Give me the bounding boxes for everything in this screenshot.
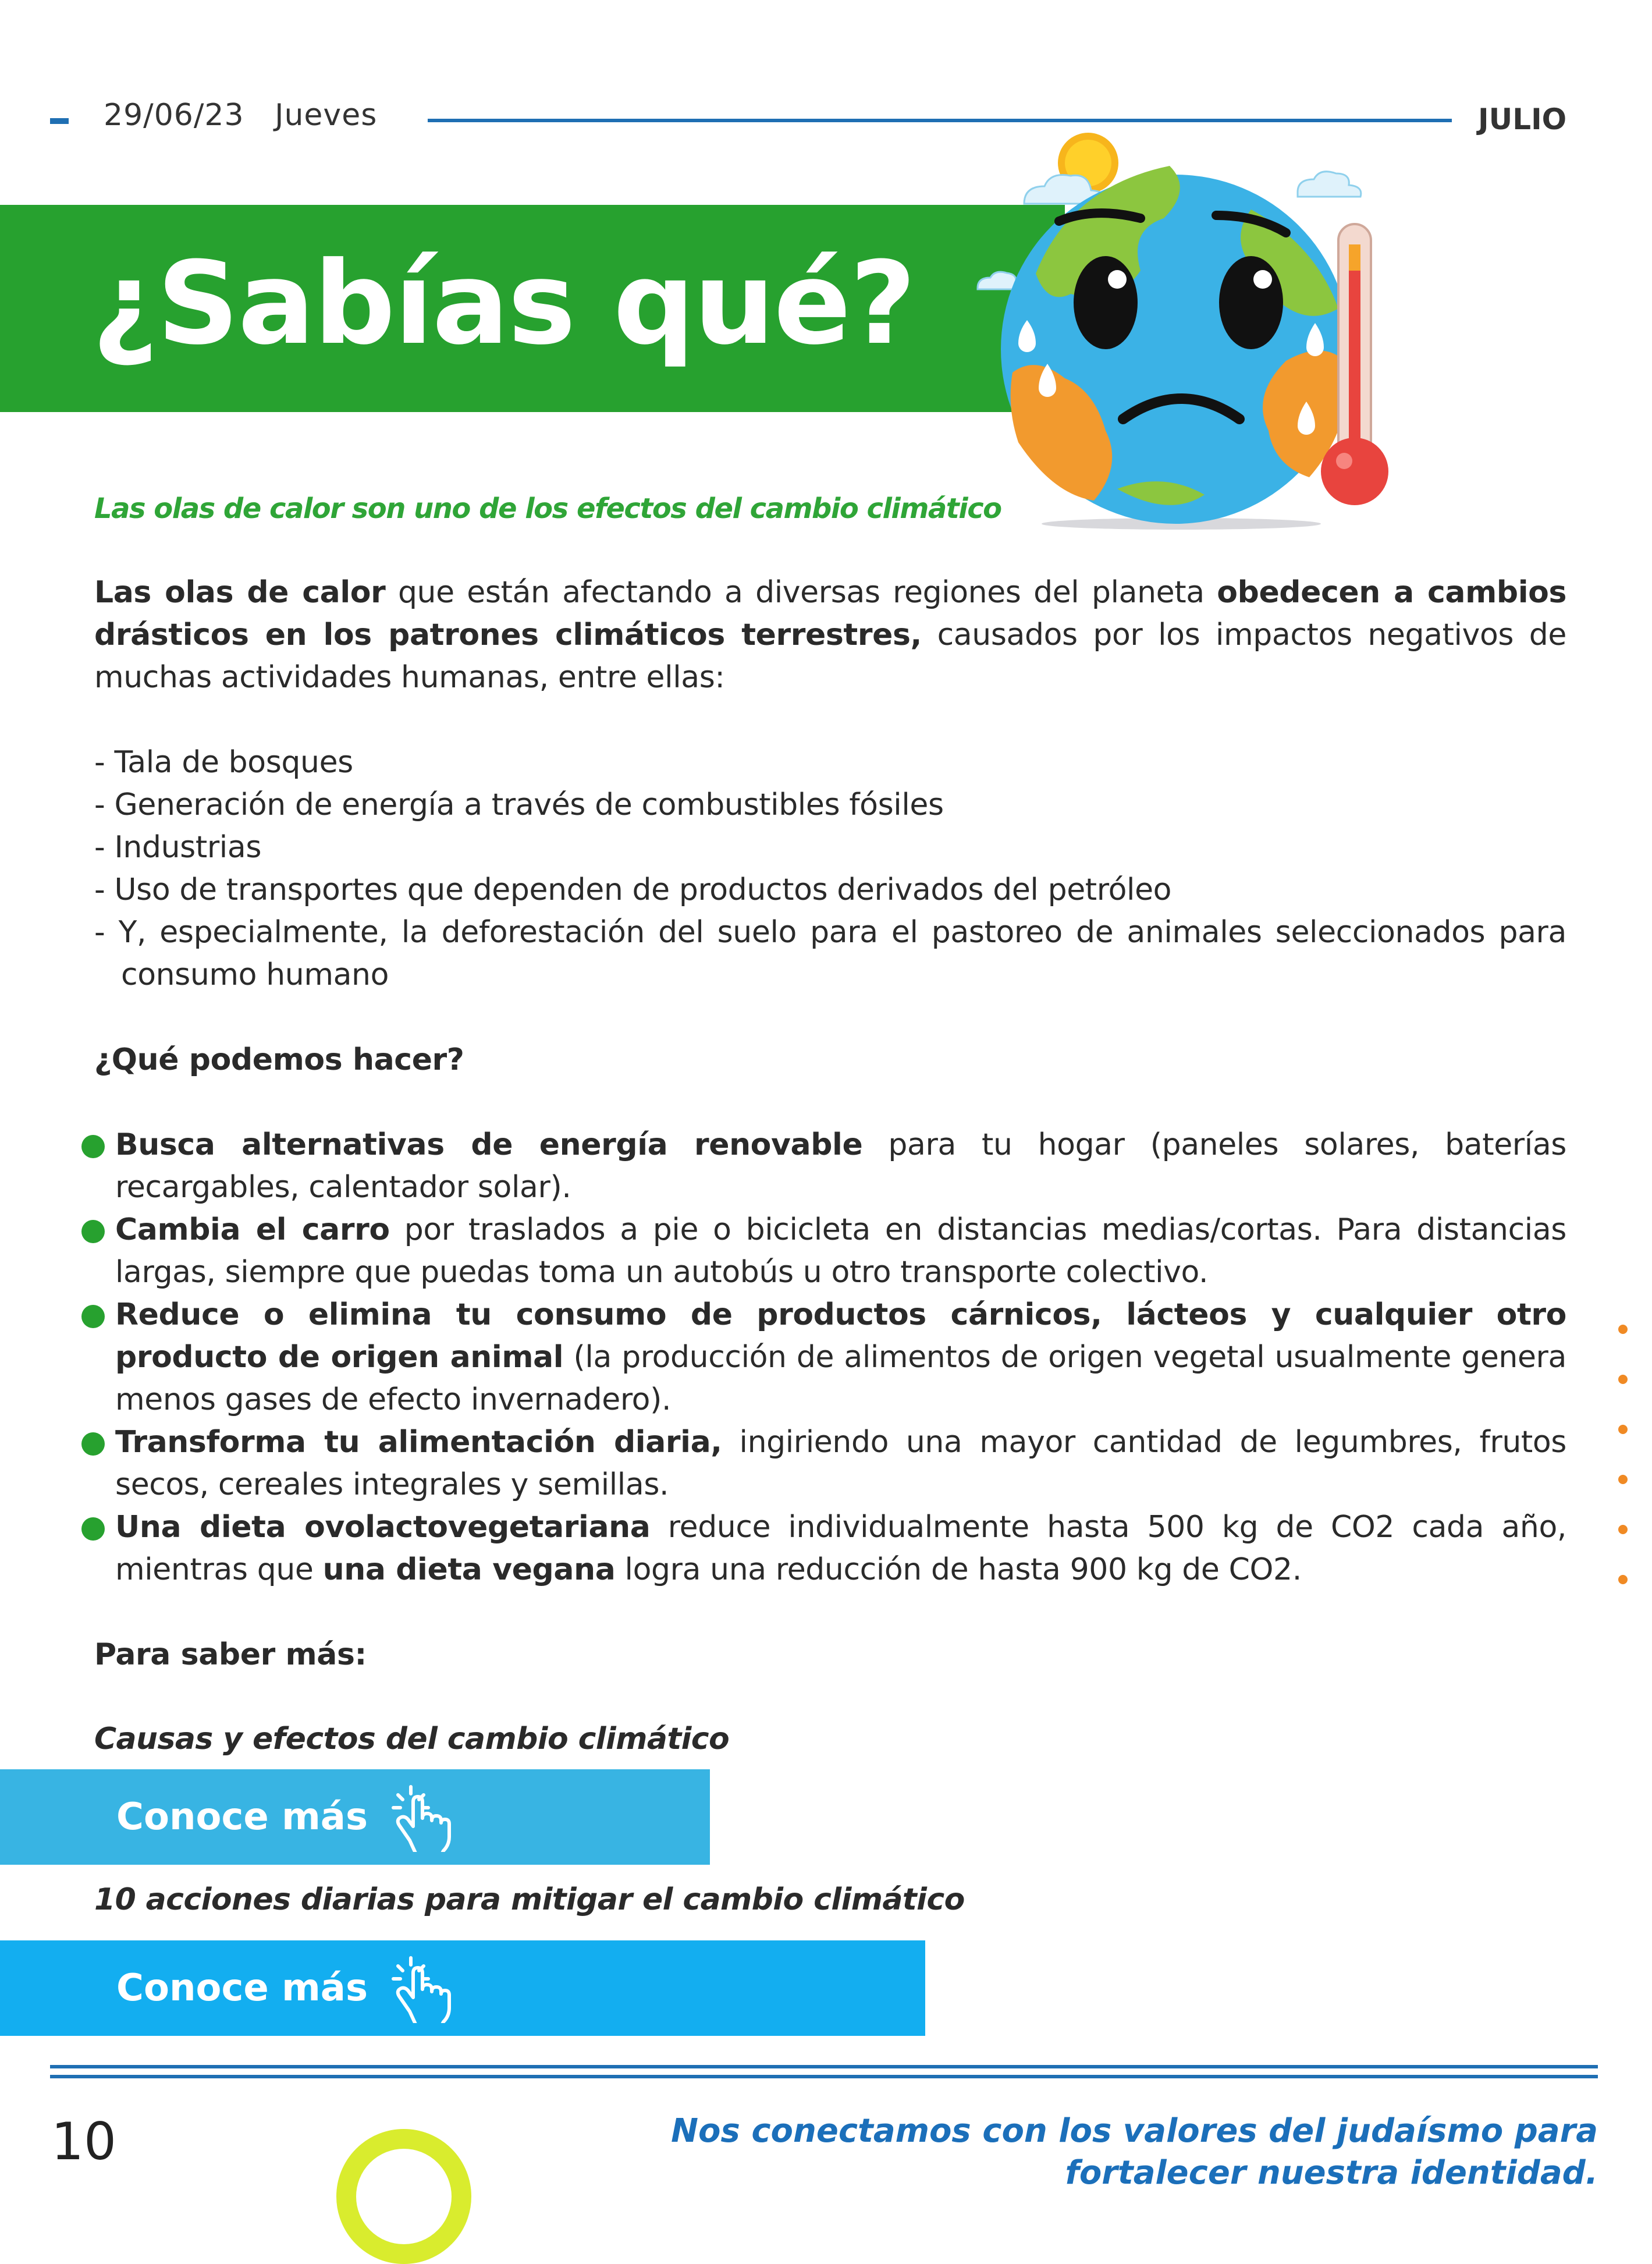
footer-rule: [50, 2075, 1598, 2078]
action-item: [94, 1294, 1566, 1421]
header-rule: [428, 119, 1452, 122]
more-text: Para saber más:: [94, 1637, 367, 1672]
sad-earth-illustration: [972, 128, 1414, 530]
button-label: Conoce más: [116, 1967, 368, 2010]
more-heading: [94, 1634, 1566, 1676]
action-item: [94, 1124, 1566, 1209]
intro-bold-1: Las olas de calor: [94, 575, 386, 610]
header-date: [104, 98, 377, 133]
intro-bold-2: obedecen a cambios drásticos en los patrones climáticos terrestres,: [94, 575, 1566, 652]
action-text: para tu hogar (paneles solares, baterías recargables, calentador solar).: [115, 1127, 1566, 1205]
action-text: reduce individualmente hasta 500 kg de CO2 cada año, mientras que: [115, 1510, 1566, 1587]
action-text: por traslados a pie o bicicleta en distancias medias/cortas. Para distancias largas, siempre que puedas toma un autobús u otro transporte colectivo.: [115, 1212, 1566, 1290]
action-bold: Transforma tu alimentación diaria,: [115, 1425, 722, 1460]
bullet-icon: [81, 1432, 105, 1456]
cause-item: - Generación de energía a través de combustibles fósiles: [94, 787, 944, 822]
question-heading: [94, 1039, 1566, 1081]
action-item: [94, 1506, 1566, 1591]
tagline-line-2: fortalecer nuestra identidad.: [1065, 2154, 1598, 2192]
weekday: Jueves: [275, 98, 378, 133]
cause-item: - Uso de transportes que dependen de productos derivados del petróleo: [94, 872, 1172, 907]
date: 29/06/23: [104, 98, 244, 133]
action-text: ingiriendo una mayor cantidad de legumbres, frutos secos, cereales integrales y semillas.: [115, 1425, 1566, 1502]
intro-text-1: que están afectando a diversas regiones del planeta: [385, 575, 1217, 610]
cause-item: - Industrias: [94, 830, 262, 865]
action-item: [94, 1421, 1566, 1506]
decor-dot: [1618, 1325, 1628, 1334]
header-month: JULIO: [1478, 102, 1567, 136]
tagline-line-1: Nos conectamos con los valores del judaísmo para: [671, 2112, 1598, 2150]
action-bold: Una dieta ovolactovegetariana: [115, 1510, 651, 1545]
cause-item: - Y, especialmente, la deforestación del suelo para el pastoreo de animales seleccionados para consumo humano: [94, 915, 1566, 992]
intro-paragraph: [94, 572, 1566, 699]
decor-dot: [1618, 1425, 1628, 1434]
conoce-mas-button-2[interactable]: [0, 1940, 925, 2036]
action-text: (la producción de alimentos de origen vegetal usualmente genera menos gases de efecto invernadero).: [115, 1340, 1566, 1417]
page-title: ¿Sabías qué?: [92, 237, 915, 370]
article-body: [94, 572, 1566, 1676]
subtitle: Las olas de calor son uno de los efectos del cambio climático: [94, 492, 1001, 525]
conoce-mas-button-1[interactable]: [0, 1769, 710, 1865]
action-bold: Cambia el carro: [115, 1212, 390, 1247]
action-text-2: logra una reducción de hasta 900 kg de CO2.: [615, 1552, 1302, 1587]
bullet-icon: [81, 1517, 105, 1541]
page-number: 10: [51, 2112, 116, 2171]
bullet-icon: [81, 1305, 105, 1328]
link-title-1: Causas y efectos del cambio climático: [94, 1722, 730, 1756]
action-bold: Reduce o elimina tu consumo de productos cárnicos, lácteos y cualquier otro producto de origen animal: [115, 1297, 1566, 1375]
decor-dot: [1618, 1375, 1628, 1384]
button-label: Conoce más: [116, 1795, 368, 1839]
intro-text-2: causados por los impactos negativos de muchas actividades humanas, entre ellas:: [94, 618, 1566, 695]
cause-item: - Tala de bosques: [94, 745, 353, 780]
footer-rule: [50, 2065, 1598, 2068]
hand-pointer-icon: [390, 1953, 454, 2023]
decor-dot: [1618, 1475, 1628, 1484]
header-dash: [50, 118, 69, 124]
action-item: [94, 1209, 1566, 1294]
decor-dot: [1618, 1525, 1628, 1534]
hand-pointer-icon: [390, 1782, 454, 1852]
decor-dot: [1618, 1575, 1628, 1584]
question-text: ¿Qué podemos hacer?: [94, 1042, 464, 1077]
bullet-icon: [81, 1220, 105, 1243]
action-bold-2: una dieta vegana: [322, 1552, 616, 1587]
link-title-2: 10 acciones diarias para mitigar el cambio climático: [94, 1882, 965, 1917]
decor-ring: [336, 2129, 471, 2264]
action-bold: Busca alternativas de energía renovable: [115, 1127, 863, 1162]
footer-tagline: [669, 2110, 1598, 2194]
bullet-icon: [81, 1135, 105, 1158]
